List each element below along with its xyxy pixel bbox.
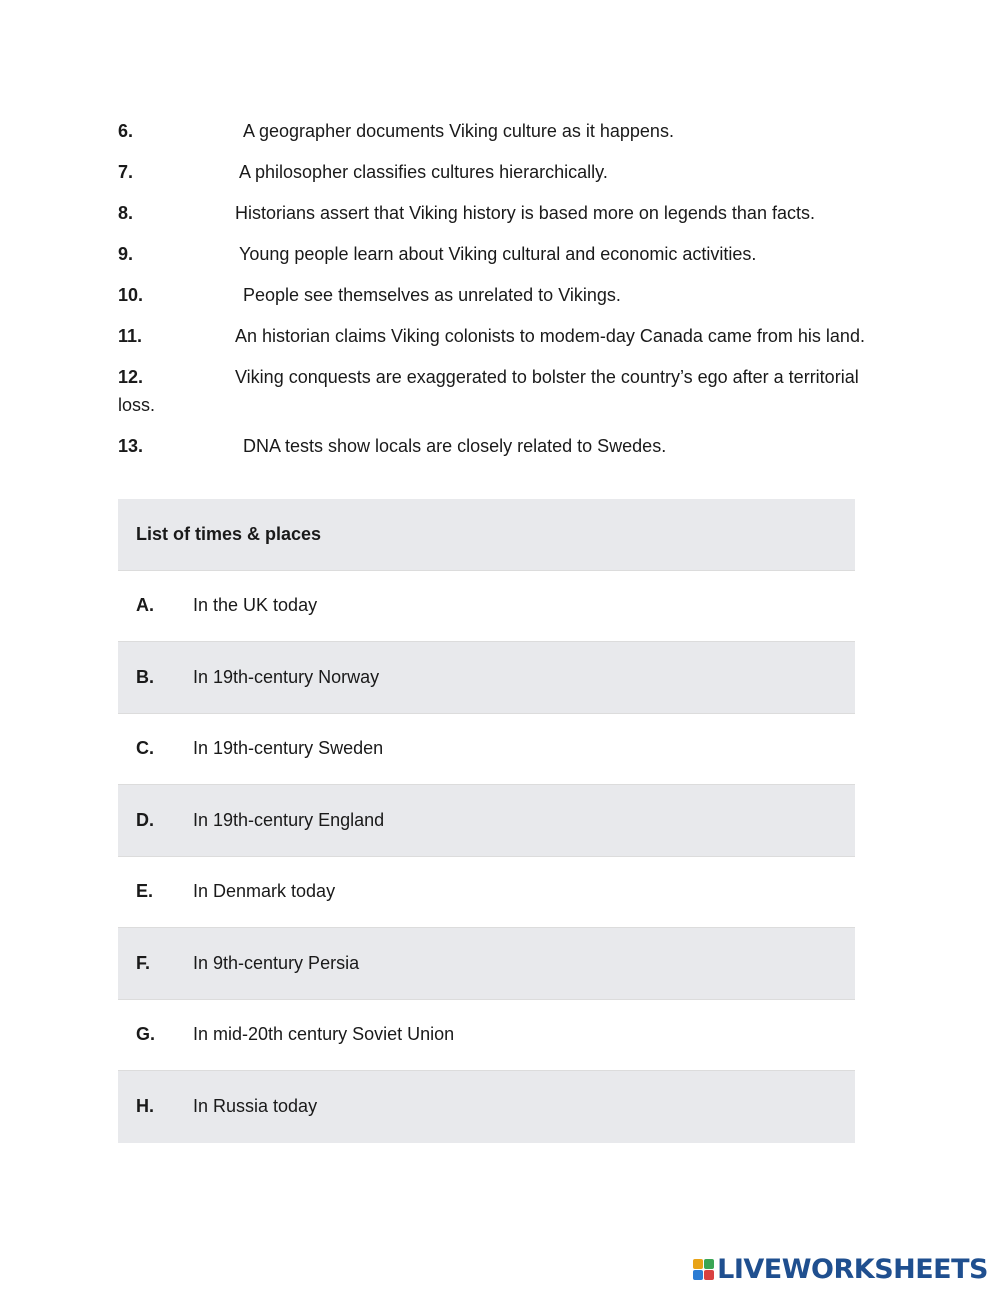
logo-square-icon	[693, 1259, 703, 1269]
table-row	[118, 1000, 855, 1072]
question-number: 13.	[118, 436, 144, 456]
questions-list	[118, 117, 898, 473]
logo-square-icon	[704, 1270, 714, 1280]
liveworksheets-logo[interactable]	[692, 1253, 988, 1285]
row-place: In the UK today	[193, 595, 318, 616]
row-place: In 19th-century Norway	[193, 666, 380, 687]
row-letter: F.	[136, 952, 151, 973]
table-row	[118, 928, 855, 1000]
row-letter: A.	[136, 595, 154, 616]
question-text: Viking conquests are exaggerated to bolster the country’s ego after a territorial loss.	[118, 367, 859, 415]
row-place: In 19th-century Sweden	[193, 738, 384, 759]
question-item	[118, 281, 898, 309]
row-letter: H.	[136, 1096, 154, 1117]
question-item	[118, 432, 898, 460]
question-number: 12.	[118, 367, 144, 387]
question-text: A geographer documents Viking culture as it happens.	[243, 121, 674, 141]
table-row	[118, 857, 855, 929]
question-number: 8.	[118, 203, 134, 223]
question-number: 11.	[118, 326, 143, 346]
question-item	[118, 363, 898, 419]
question-item	[118, 199, 898, 227]
question-number: 9.	[118, 244, 134, 264]
row-place: In mid-20th century Soviet Union	[193, 1024, 455, 1045]
brand-name: LIVEWORKSHEETS	[717, 1253, 988, 1285]
question-item	[118, 322, 898, 350]
row-letter: E.	[136, 881, 154, 902]
table-row	[118, 1071, 855, 1143]
question-text: Historians assert that Viking history is based more on legends than facts.	[235, 203, 815, 223]
times-places-table	[118, 499, 855, 1143]
question-number: 10.	[118, 285, 144, 305]
table-header: List of times & places	[118, 499, 855, 571]
row-letter: B.	[136, 666, 154, 687]
question-number: 7.	[118, 162, 134, 182]
row-place: In Russia today	[193, 1096, 318, 1117]
table-row	[118, 642, 855, 714]
table-row	[118, 571, 855, 643]
question-text: People see themselves as unrelated to Vikings.	[243, 285, 621, 305]
question-text: DNA tests show locals are closely related to Swedes.	[243, 436, 667, 456]
logo-square-icon	[704, 1259, 714, 1269]
question-item	[118, 240, 898, 268]
question-text: Young people learn about Viking cultural and economic activities.	[239, 244, 757, 264]
logo-square-icon	[693, 1270, 703, 1280]
liveworksheets-logo-icon	[692, 1258, 714, 1280]
question-item	[118, 158, 898, 186]
table-row	[118, 785, 855, 857]
question-number: 6.	[118, 121, 134, 141]
question-text: A philosopher classifies cultures hierarchically.	[239, 162, 608, 182]
table-row	[118, 714, 855, 786]
row-place: In 9th-century Persia	[193, 952, 360, 973]
question-text: An historian claims Viking colonists to modem-day Canada came from his land.	[235, 326, 865, 346]
row-letter: G.	[136, 1024, 156, 1045]
row-place: In 19th-century England	[193, 809, 385, 830]
row-letter: C.	[136, 738, 154, 759]
question-item	[118, 117, 898, 145]
row-letter: D.	[136, 809, 154, 830]
row-place: In Denmark today	[193, 881, 336, 902]
